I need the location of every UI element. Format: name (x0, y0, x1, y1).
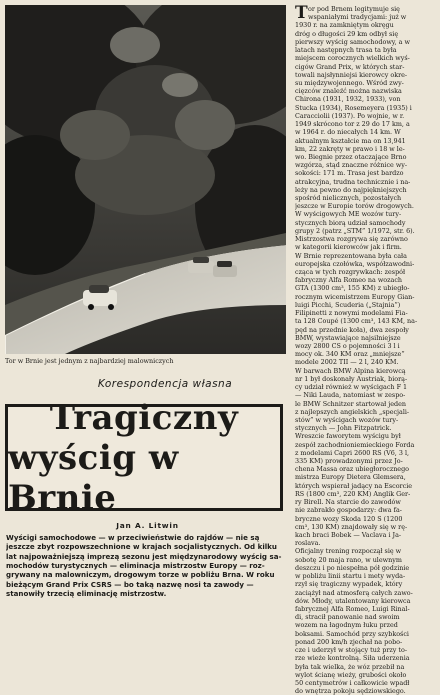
column-line: di, stracił panowanie nad swoim (295, 613, 400, 622)
column-line: roslava. (295, 539, 321, 548)
column-line: w pobliżu linii startu i mety wyda- (295, 572, 406, 581)
column-line: atrakcyjna, trudna technicznie i na- (295, 177, 411, 186)
column-line: w kategorii kierowców jak i firm. (295, 243, 402, 252)
author-byline: Jan A. Litwin (116, 521, 179, 530)
column-line: cięzców znaleźć można nazwiska (295, 87, 402, 96)
column-line: sokości: 171 m. Trasa jest bardzo (295, 169, 404, 178)
column-line: miejscem corocznych wielkich wyś- (295, 54, 410, 63)
column-line: W Brnie reprezentowana była cała (295, 251, 407, 260)
column-line: nr 1 był doskonały Austriak, biorą- (295, 374, 408, 383)
column-line: mistrza Europy Dietera Glemsera, (295, 473, 406, 482)
column-line: or pod Brnem legitymuje się (308, 5, 400, 13)
column-line: Filipinetti z nowymi modelami Fia- (295, 309, 408, 318)
column-line: stycznych biorą udział samochody (295, 218, 406, 227)
column-body (295, 30, 436, 695)
column-line: wo. Biegnie przez otaczające Brno (295, 152, 407, 161)
column-line: zaciążył nad atmosferą całych zawo- (295, 588, 413, 597)
column-line: stów” w wyścigach wozów tury- (295, 415, 399, 424)
column-line: 1949 skrócono tor z 29 do 17 km, a (295, 120, 410, 129)
column-line: rze wieże kontrolną. Siła uderzenia (295, 654, 410, 663)
column-line: których wspierał jadący na Escorcie (295, 481, 413, 490)
column-line: Stucka (1934), Rosemeyera (1935) i (295, 103, 412, 112)
column-line: Mistrzostwa rozgrywa się zarówno (295, 235, 408, 244)
drop-cap: T (295, 3, 308, 23)
headline-line-1: Tragiczny (49, 397, 239, 438)
column-line: rzył się tragiczny wypadek, który (295, 580, 403, 589)
column-line: ry Birell. Na starcie do zawodów (295, 498, 401, 507)
column-line: bryczne wozy Skoda 120 S (1200 (295, 514, 403, 523)
column-line: leży na pewno do najpiękniejszych (295, 185, 407, 194)
column-line: cząca w tych rozgrywkach: zespół (295, 268, 406, 276)
column-line: mocy ok. 340 KM oraz „mniejsze” (295, 350, 405, 359)
column-line: wspaniałymi tradycjami: już w (308, 13, 407, 22)
column-line: kach braci Bobek — Vaclava i Ja- (295, 531, 402, 539)
column-line: była tak wielka, że wóz przebił na (295, 662, 405, 671)
lead-line: mochodów turystycznych — eliminacja mistrzostw Europy — roz- (6, 561, 265, 571)
lead-line: Wyścigi samochodowe — w przeciwieństwie do rajdów — nie są (6, 533, 260, 542)
column-line: cm³, 130 KM) znajdowały się w rę- (295, 522, 408, 531)
column-line: stycznych — John Fitzpatrick. (295, 424, 392, 433)
lead-line: bieżącym Grand Prix CSRS — bo taką nazwę nosi ta zawody — (6, 579, 254, 589)
race-photo (5, 5, 286, 354)
column-line: fabrycznej Alfa Romeo, Luigi Rinal- (295, 604, 410, 613)
column-line: cze i uderzył w stojący tuż przy to- (295, 646, 407, 655)
column-line: nie zabrakło gospodarzy: dwa fa- (295, 506, 402, 515)
column-line: europejska czołówka, współzawodni- (295, 259, 415, 268)
column-line: latach następnych trasa ta była (295, 46, 397, 55)
column-line: fabryczny Alfa Romeo na wozach (295, 276, 403, 285)
column-line: do wnętrza pokoju sędziowskiego. (295, 687, 406, 695)
column-line: grupy 2 (patrz „STM” 1/1972, str. 6). (295, 226, 415, 235)
lead-line: stanowiły trzecią eliminację mistrzostw. (6, 589, 167, 599)
column-line: pęd na przednie koła), dwa zespoły (295, 325, 409, 334)
lead-line: jeszcze zbyt rozpowszechnione w krajach socjalistycznych. Od kilku (6, 542, 277, 552)
column-line: towali najsłynniejsi kierowcy okre- (295, 70, 408, 79)
column-line: pierwszy wyścig samochodowy, a w (295, 37, 410, 46)
column-line: modele 2002 TII — 2 l, 240 KM. (295, 358, 399, 367)
article-column (295, 5, 436, 695)
photo-caption: Tor w Brnie jest jednym z najbardziej malowniczych (5, 357, 174, 365)
column-line: wozem na łagodnym łuku przed (295, 621, 398, 630)
column-line: Caracciolii (1937). Po wojnie, w r. (295, 111, 405, 120)
column-line: — Niki Lauda, natomiast w zespo- (295, 391, 406, 400)
column-line: 50 centymetrów i całkowicie wpadł (295, 678, 410, 687)
column-line: W barwach BMW Alpina kierowcą (295, 366, 406, 375)
lead-paragraph (6, 533, 286, 598)
column-line: z modelami Capri 2600 RS (V6, 3 l, (295, 448, 410, 457)
column-line: luigi Picchi, Scuderia („Stajnia”) (295, 300, 401, 309)
column-line: le BMW Schnitzer startował jeden (295, 399, 406, 408)
column-line: GTA (1300 cm³, 155 KM) z ubiegło- (295, 284, 410, 293)
column-line: zespół zachodnioniemieckiego Forda (295, 440, 415, 449)
column-line: sobotę 20 maja rano, w ulewnym (295, 555, 402, 564)
column-line: rocznym wicemistrzem Europy Gian- (295, 292, 415, 301)
column-line: wzgórza, stąd znaczne różnice wy- (295, 161, 408, 170)
column-line: boksami. Samochód przy szybkości (295, 629, 409, 638)
column-line: jeszcze w Europie torów drogowych. (295, 202, 414, 211)
lead-line: lat najpoważniejszą imprezą sezonu jest międzynarodowy wyścig sa- (6, 551, 282, 561)
column-line: aktualnym kształcie ma on 13,941 (295, 136, 406, 145)
column-line: Oficjalny trening rozpoczął się w (295, 547, 402, 556)
column-line: dróg o długości 29 km odbył się (295, 29, 399, 38)
column-line: z najlepszych angielskich „specjali- (295, 407, 410, 416)
column-line: chena Massa oraz ubiegłorocznego (295, 465, 410, 474)
column-line: ponad 200 km/h zjechał na pobo- (295, 637, 403, 646)
column-line: spośród nielicznych, pozostałych (295, 194, 402, 203)
correspondence-label: Korespondencja własna (97, 378, 233, 390)
column-line: deszczu i po niespełna pół godzinie (295, 563, 410, 572)
column-line: BMW, wystawiające najsilniejsze (295, 333, 401, 342)
column-line: dów. Młody, utalentowany kierowca (295, 596, 411, 605)
column-line: w 1964 r. do niecałych 14 km. W (295, 128, 401, 137)
column-line: cy udział również w wyścigach F 1 (295, 383, 408, 392)
column-line: Wreszcie faworytem wyścigu był (295, 432, 401, 441)
column-line: wylot ścianę wieży, grubości około (295, 670, 407, 679)
column-line: 1930 r. na zamkniętym okręgu (295, 21, 394, 30)
column-line: su międzywojennego. Wśród zwy- (295, 78, 404, 87)
column-line: 335 KM) prowadzonymi przez Jo- (295, 457, 403, 466)
column-line: ta 128 Coupé (1300 cm³, 143 KM, na- (295, 317, 418, 326)
column-line: km, 22 zakręty w prawo i 18 w le- (295, 144, 405, 153)
headline-box (5, 397, 283, 518)
race-track-image (5, 5, 286, 354)
column-line: wozy 2800 CS o pojemności 3 l i (295, 341, 400, 350)
lead-line: grywany na malowniczym, drogowym torze w pobliżu Brna. W roku (6, 570, 275, 580)
column-line: W wyścigowych ME wozów tury- (295, 210, 402, 219)
column-line: cigów Grand Prix, w których star- (295, 62, 405, 71)
headline-line-2: wyścig w Brnie (8, 437, 179, 518)
column-line: Chirona (1931, 1932, 1933), von (295, 95, 401, 104)
first-paragraph-opening (295, 5, 436, 30)
column-line: RS (1800 cm³, 220 KM) Anglik Ger- (295, 489, 411, 498)
